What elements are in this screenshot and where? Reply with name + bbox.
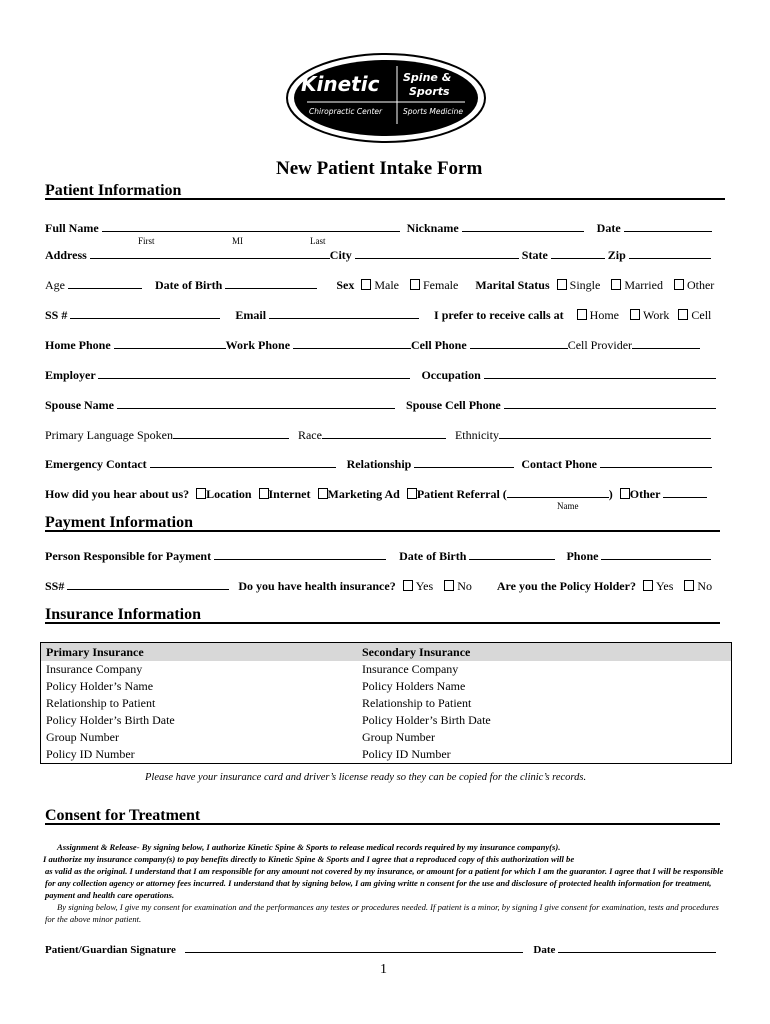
name-caption: Name — [557, 501, 579, 511]
signature-date-label: Date — [533, 944, 556, 956]
prefer-calls-label: I prefer to receive calls at — [434, 308, 564, 322]
other-referral-checkbox[interactable] — [620, 488, 630, 499]
patient-referral-label: Patient Referral ( — [416, 487, 507, 501]
relationship-field[interactable] — [414, 456, 514, 468]
marital-status-label: Marital Status — [475, 278, 550, 292]
ss-label: SS # — [45, 308, 68, 322]
close-paren: ) — [608, 487, 613, 501]
location-checkbox[interactable] — [196, 488, 206, 499]
employer-row — [45, 367, 716, 383]
section-rule — [45, 823, 720, 825]
section-heading-payment: Payment Information — [45, 514, 193, 531]
table-row — [41, 661, 732, 678]
secondary-cell[interactable]: Policy ID Number — [357, 746, 732, 764]
spouse-name-field[interactable] — [117, 397, 395, 409]
secondary-header: Secondary Insurance — [357, 643, 732, 662]
emergency-contact-label: Emergency Contact — [45, 457, 147, 471]
holder-yes-checkbox[interactable] — [643, 580, 653, 591]
occupation-field[interactable] — [484, 367, 716, 379]
primary-cell[interactable]: Insurance Company — [41, 661, 358, 678]
consent-p4: By signing below, I give my consent for examination and the performances any testes or procedures needed. If patient is a minor, by signing I give consent for examination, tests and procedures for the above minor patient. — [45, 902, 719, 924]
address-row — [45, 247, 711, 263]
patient-referral-checkbox[interactable] — [407, 488, 417, 499]
married-checkbox[interactable] — [611, 279, 621, 290]
ss-row — [45, 307, 711, 323]
payment-ss-label: SS# — [45, 579, 65, 593]
primary-cell[interactable]: Relationship to Patient — [41, 695, 358, 712]
female-checkbox[interactable] — [410, 279, 420, 290]
full-name-field[interactable] — [102, 220, 400, 232]
consent-p1: Assignment & Release- By signing below, I authorize Kinetic Spine & Sports to release medical records required by my insurance company(s). — [57, 842, 561, 852]
secondary-cell[interactable]: Group Number — [357, 729, 732, 746]
holder-no-label: No — [697, 579, 713, 593]
secondary-cell[interactable]: Policy Holder’s Birth Date — [357, 712, 732, 729]
state-field[interactable] — [551, 247, 605, 259]
secondary-cell[interactable]: Insurance Company — [357, 661, 732, 678]
section-heading-consent: Consent for Treatment — [45, 807, 201, 824]
dob-label: Date of Birth — [155, 278, 223, 292]
email-field[interactable] — [269, 307, 419, 319]
date-label: Date — [596, 221, 621, 235]
dob-field[interactable] — [225, 277, 317, 289]
referral-row — [45, 486, 707, 502]
internet-checkbox[interactable] — [259, 488, 269, 499]
ethnicity-field[interactable] — [499, 427, 711, 439]
contact-phone-field[interactable] — [600, 456, 712, 468]
occupation-label: Occupation — [421, 368, 481, 382]
zip-field[interactable] — [629, 247, 711, 259]
spouse-cell-field[interactable] — [504, 397, 716, 409]
payment-phone-label: Phone — [566, 549, 599, 563]
age-field[interactable] — [68, 277, 142, 289]
primary-language-field[interactable] — [173, 427, 289, 439]
logo-line2: Sports — [409, 85, 450, 98]
consent-p2: I authorize my insurance company(s) to pay benefits directly to Kinetic Spine & Sports and I agree that a reproduced copy of this authorization will be — [43, 854, 575, 864]
cell-provider-label: Cell Provider — [567, 338, 633, 352]
state-label: State — [521, 248, 548, 262]
last-caption: Last — [310, 236, 326, 246]
relationship-label: Relationship — [346, 457, 412, 471]
work-call-checkbox[interactable] — [630, 309, 640, 320]
full-name-row — [45, 220, 712, 236]
zip-label: Zip — [607, 248, 626, 262]
table-row — [41, 712, 732, 729]
page-number: 1 — [380, 962, 387, 977]
form-title: New Patient Intake Form — [276, 158, 483, 179]
nickname-label: Nickname — [406, 221, 459, 235]
spouse-row — [45, 397, 716, 413]
referral-name-field[interactable] — [507, 486, 609, 498]
home-phone-field[interactable] — [114, 337, 226, 349]
spouse-cell-label: Spouse Cell Phone — [406, 398, 501, 412]
home-call-label: Home — [589, 308, 619, 322]
ss-field[interactable] — [70, 307, 220, 319]
cell-phone-field[interactable] — [470, 337, 568, 349]
first-caption: First — [138, 236, 155, 246]
holder-no-checkbox[interactable] — [684, 580, 694, 591]
section-rule — [45, 198, 725, 200]
other-checkbox[interactable] — [674, 279, 684, 290]
payment-ss-field[interactable] — [67, 578, 229, 590]
section-heading-insurance: Insurance Information — [45, 606, 202, 623]
primary-cell[interactable]: Policy Holder’s Birth Date — [41, 712, 358, 729]
clinic-logo — [285, 52, 487, 144]
payment-dob-label: Date of Birth — [399, 549, 467, 563]
table-row — [41, 729, 732, 746]
responsible-label: Person Responsible for Payment — [45, 549, 212, 563]
nickname-field[interactable] — [462, 220, 584, 232]
employer-field[interactable] — [98, 367, 410, 379]
hear-about-label: How did you hear about us? — [45, 487, 190, 501]
cell-provider-field[interactable] — [632, 337, 700, 349]
insurance-no-checkbox[interactable] — [444, 580, 454, 591]
work-phone-label: Work Phone — [225, 338, 291, 352]
marketing-ad-checkbox[interactable] — [318, 488, 328, 499]
primary-language-label: Primary Language Spoken — [45, 428, 173, 442]
logo-line1: Spine & — [403, 71, 452, 84]
logo-sub-left: Chiropractic Center — [309, 107, 383, 116]
other-label: Other — [686, 278, 715, 292]
male-checkbox[interactable] — [361, 279, 371, 290]
policy-holder-label: Are you the Policy Holder? — [496, 579, 636, 593]
work-phone-field[interactable] — [293, 337, 411, 349]
table-row — [41, 643, 732, 662]
responsible-field[interactable] — [214, 548, 386, 560]
primary-cell[interactable]: Group Number — [41, 729, 358, 746]
marketing-ad-label: Marketing Ad — [327, 487, 400, 501]
contact-phone-label: Contact Phone — [521, 457, 597, 471]
home-phone-label: Home Phone — [45, 338, 111, 352]
age-row — [45, 277, 714, 293]
logo-brand: Kinetic — [301, 72, 380, 96]
date-field[interactable] — [624, 220, 712, 232]
email-label: Email — [235, 308, 267, 322]
payment-phone-field[interactable] — [601, 548, 711, 560]
section-heading-patient: Patient Information — [45, 182, 182, 199]
other-referral-field[interactable] — [663, 486, 707, 498]
phones-row — [45, 337, 700, 353]
holder-yes-label: Yes — [655, 579, 674, 593]
full-name-label: Full Name — [45, 221, 99, 235]
female-label: Female — [422, 278, 459, 292]
logo-sub-right: Sports Medicine — [403, 107, 463, 116]
race-field[interactable] — [322, 427, 446, 439]
section-rule — [45, 530, 720, 532]
signature-field[interactable] — [185, 941, 523, 953]
home-call-checkbox[interactable] — [577, 309, 587, 320]
cell-call-label: Cell — [691, 308, 712, 322]
signature-label: Patient/Guardian Signature — [45, 944, 176, 956]
employer-label: Employer — [45, 368, 96, 382]
sex-label: Sex — [336, 278, 355, 292]
payment-dob-field[interactable] — [469, 548, 555, 560]
mi-caption: MI — [232, 236, 243, 246]
city-label: City — [329, 248, 352, 262]
payment-row-1 — [45, 548, 711, 564]
other-referral-label: Other — [629, 487, 661, 501]
table-row — [41, 678, 732, 695]
single-label: Single — [569, 278, 601, 292]
section-rule — [45, 622, 720, 624]
cell-call-checkbox[interactable] — [678, 309, 688, 320]
secondary-cell[interactable]: Relationship to Patient — [357, 695, 732, 712]
single-checkbox[interactable] — [557, 279, 567, 290]
primary-cell[interactable]: Policy ID Number — [41, 746, 358, 764]
address-label: Address — [45, 248, 87, 262]
table-row — [41, 746, 732, 764]
ethnicity-label: Ethnicity — [454, 428, 499, 442]
emergency-row — [45, 456, 712, 472]
insurance-table — [40, 642, 732, 764]
payment-row-2 — [45, 578, 712, 594]
secondary-cell[interactable]: Policy Holders Name — [357, 678, 732, 695]
consent-text — [45, 841, 725, 925]
insurance-yes-label: Yes — [415, 579, 434, 593]
emergency-contact-field[interactable] — [150, 456, 336, 468]
spouse-name-label: Spouse Name — [45, 398, 115, 412]
table-row — [41, 695, 732, 712]
insurance-note: Please have your insurance card and driver’s license ready so they can be copied for the clinic’s records. — [145, 772, 587, 783]
address-field[interactable] — [90, 247, 330, 259]
have-insurance-label: Do you have health insurance? — [238, 579, 396, 593]
signature-date-field[interactable] — [558, 941, 716, 953]
primary-header: Primary Insurance — [41, 643, 358, 662]
language-row — [45, 427, 711, 443]
married-label: Married — [624, 278, 663, 292]
insurance-yes-checkbox[interactable] — [403, 580, 413, 591]
location-label: Location — [206, 487, 252, 501]
race-label: Race — [297, 428, 322, 442]
internet-label: Internet — [268, 487, 311, 501]
insurance-no-label: No — [457, 579, 472, 593]
consent-p3: as valid as the original. I understand that I am responsible for any amount not covered by my insurance, or amount for a patient for which I am the guarantor. I agree that I will be responsible for any collection agency or attorney fees incurred. I understand that by signing below, I am giving writte n consent for the use and disclosure of protected health information for treatment, payment and health care operations. — [45, 866, 724, 900]
work-call-label: Work — [642, 308, 670, 322]
cell-phone-label: Cell Phone — [411, 338, 467, 352]
primary-cell[interactable]: Policy Holder’s Name — [41, 678, 358, 695]
age-label: Age — [45, 278, 65, 292]
city-field[interactable] — [355, 247, 519, 259]
male-label: Male — [374, 278, 399, 292]
signature-row — [45, 941, 716, 956]
